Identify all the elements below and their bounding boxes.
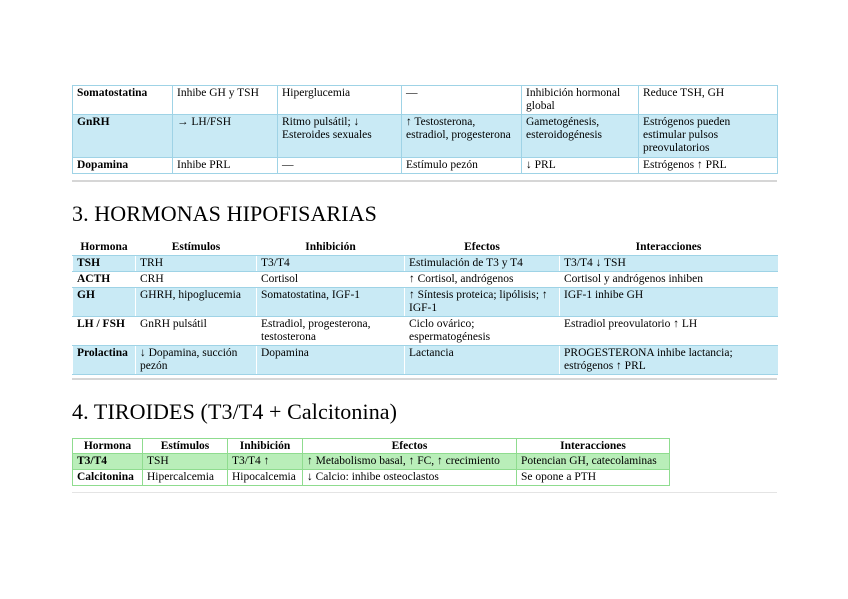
table-header-row (73, 240, 778, 256)
table-cell: ↓ Dopamina, succión pezón (136, 346, 257, 375)
table-cell: Cortisol (257, 272, 405, 288)
table-cell: ↑ Cortisol, andrógenos (405, 272, 560, 288)
table-cell: ↓ PRL (522, 158, 639, 174)
table-cell: Estradiol preovulatorio ↑ LH (560, 317, 778, 346)
table-cell: — (278, 158, 402, 174)
table-cell: TSH (73, 256, 136, 272)
table-cell: GnRH pulsátil (136, 317, 257, 346)
section-divider (72, 492, 777, 493)
table-cell: Ciclo ovárico; espermatogénesis (405, 317, 560, 346)
table-row (73, 256, 778, 272)
column-header: Estímulos (143, 439, 228, 454)
table-cell: Inhibición hormonal global (522, 86, 639, 115)
table-cell: Cortisol y andrógenos inhiben (560, 272, 778, 288)
column-header: Hormona (73, 439, 143, 454)
table-cell: Inhibe GH y TSH (173, 86, 278, 115)
table-cell: Estrógenos ↑ PRL (639, 158, 778, 174)
table-row (73, 288, 778, 317)
thyroid-hormones-table (72, 438, 670, 486)
table-row (73, 115, 778, 158)
table-cell: Gametogénesis, esteroidogénesis (522, 115, 639, 158)
table-cell: Hipercalcemia (143, 470, 228, 486)
section-divider (72, 378, 777, 380)
table-row (73, 158, 778, 174)
table-cell: ↑ Metabolismo basal, ↑ FC, ↑ crecimiento (303, 454, 517, 470)
column-header: Interacciones (517, 439, 670, 454)
hypothalamic-hormones-table (72, 85, 778, 174)
table-cell: Hipocalcemia (228, 470, 303, 486)
table-cell: ↑ Síntesis proteica; lipólisis; ↑ IGF-1 (405, 288, 560, 317)
table-cell: Estimulación de T3 y T4 (405, 256, 560, 272)
table-cell: Calcitonina (73, 470, 143, 486)
table-cell: Lactancia (405, 346, 560, 375)
table-cell: Se opone a PTH (517, 470, 670, 486)
table-cell: Potencian GH, catecolaminas (517, 454, 670, 470)
table-cell: CRH (136, 272, 257, 288)
table-cell: T3/T4 (73, 454, 143, 470)
table-cell: Estradiol, progesterona, testosterona (257, 317, 405, 346)
table-header-row (73, 439, 670, 454)
table-cell: ↓ Calcio: inhibe osteoclastos (303, 470, 517, 486)
table-cell: Somatostatina (73, 86, 173, 115)
table-cell: PROGESTERONA inhibe lactancia; estrógenos ↑ PRL (560, 346, 778, 375)
section-heading: 3. HORMONAS HIPOFISARIAS (72, 201, 377, 226)
table-cell: ↑ Testosterona, estradiol, progesterona (402, 115, 522, 158)
table-row (73, 317, 778, 346)
column-header: Hormona (73, 240, 136, 256)
column-header: Interacciones (560, 240, 778, 256)
column-header: Estímulos (136, 240, 257, 256)
table-cell: Dopamina (73, 158, 173, 174)
table-cell: LH / FSH (73, 317, 136, 346)
table-cell: Hiperglucemia (278, 86, 402, 115)
table-cell: — (402, 86, 522, 115)
table-cell: GH (73, 288, 136, 317)
column-header: Efectos (303, 439, 517, 454)
table-row (73, 454, 670, 470)
section-divider (72, 180, 777, 182)
table-row (73, 470, 670, 486)
table-cell: T3/T4 ↑ (228, 454, 303, 470)
table-cell: T3/T4 (257, 256, 405, 272)
section-heading: 4. TIROIDES (T3/T4 + Calcitonina) (72, 399, 398, 424)
table-row (73, 272, 778, 288)
table-cell: TRH (136, 256, 257, 272)
column-header: Inhibición (257, 240, 405, 256)
table-cell: GnRH (73, 115, 173, 158)
table-cell: Prolactina (73, 346, 136, 375)
table-cell: Somatostatina, IGF-1 (257, 288, 405, 317)
table-cell: Estrógenos pueden estimular pulsos preovulatorios (639, 115, 778, 158)
table-cell: → LH/FSH (173, 115, 278, 158)
table-cell: Estímulo pezón (402, 158, 522, 174)
table-cell: Reduce TSH, GH (639, 86, 778, 115)
table-cell: TSH (143, 454, 228, 470)
table-cell: Inhibe PRL (173, 158, 278, 174)
table-cell: T3/T4 ↓ TSH (560, 256, 778, 272)
table-cell: Dopamina (257, 346, 405, 375)
table-row (73, 86, 778, 115)
table-cell: IGF-1 inhibe GH (560, 288, 778, 317)
table-cell: GHRH, hipoglucemia (136, 288, 257, 317)
column-header: Inhibición (228, 439, 303, 454)
table-cell: ACTH (73, 272, 136, 288)
pituitary-hormones-table (72, 240, 778, 375)
table-row (73, 346, 778, 375)
column-header: Efectos (405, 240, 560, 256)
table-cell: Ritmo pulsátil; ↓ Esteroides sexuales (278, 115, 402, 158)
